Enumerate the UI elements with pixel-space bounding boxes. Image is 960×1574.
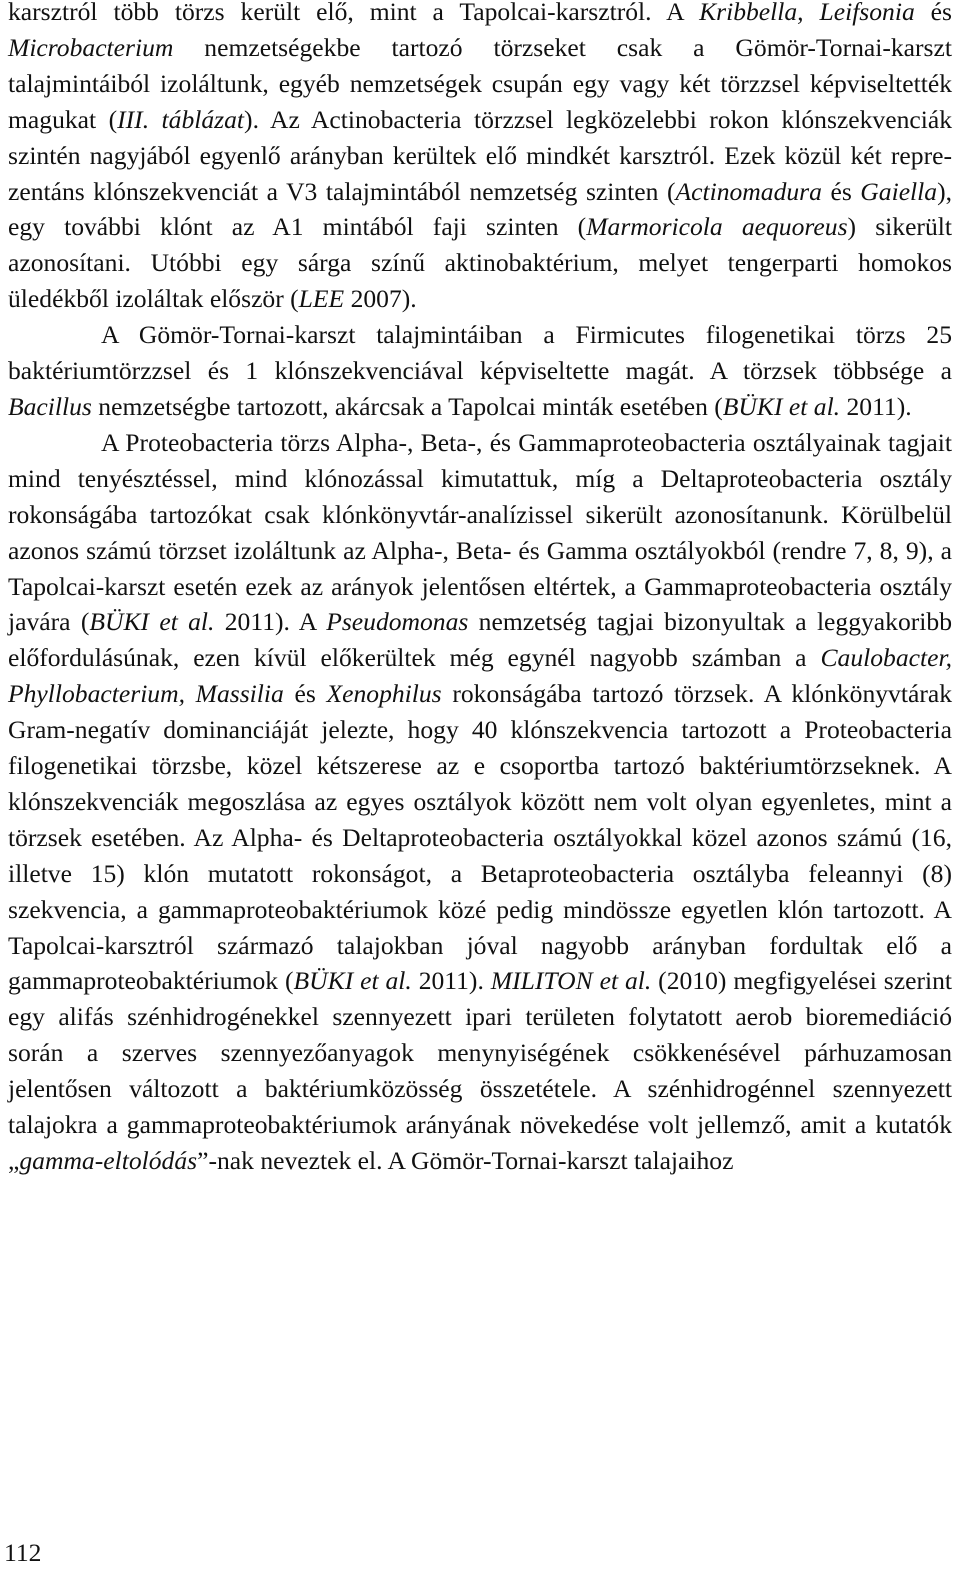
- italic-run: BÜKI et al.: [722, 391, 841, 421]
- italic-run: Pseudomonas: [326, 607, 469, 637]
- body-paragraph-2: [8, 317, 952, 425]
- text-run: 2007).: [344, 284, 417, 314]
- text-run: karsztról több törzs került elő, mint a Tapolcai-karsztról. A: [8, 0, 700, 26]
- text-run: nemzetségekbe tartozó törzseket csak a Gömör-Tornai-karszt talajmintáiból izoláltunk, egyéb nemzetségek csupán egy vagy két törzzsel képviseltették magukat (: [8, 32, 952, 134]
- text-run: 2011).: [411, 966, 491, 996]
- text-run: ) sikerült azonosítani. Utóbbi egy sárga színű aktinobaktérium, melyet tengerparti homokos üledékből izoláltak először (: [8, 212, 952, 314]
- body-paragraph-3: [8, 425, 952, 1179]
- text-run: 2011).: [840, 391, 912, 421]
- italic-run: BÜKI et al.: [89, 607, 215, 637]
- italic-run: Kribbella, Leifsonia: [699, 0, 915, 26]
- text-run: és: [821, 176, 861, 206]
- italic-run: Gaiella: [860, 176, 938, 206]
- italic-run: gamma-eltolódás: [19, 1146, 198, 1175]
- text-run: rokonságába tartozó törzsek. A klónkönyvtárak Gram-negatív dominanciáját jelezte, hogy 40 klónszekvencia tartozott a Proteobacteria filogenetikai törzsbe, közel kétszerese az e csoportba tartozó baktériumtörzseknek. A klónszekvenciák megoszlása az egyes osztályok között nem volt olyan egyenletes, mint a törzsek esetében. Az Alpha- és Deltaproteobacteria osztályokkal közel azonos számú (16, illetve 15) klón mutatott rokonságot, a Betaproteobacteria osztályba feleannyi (8) szekvencia, a gammaproteobaktériumok közé pedig mindössze egyetlen klón tartozott. A Tapolcai-karsztról származó talajokban jóval nagyobb arányban fordultak elő a gammaproteobaktériumok (: [8, 679, 952, 996]
- body-paragraph-1: [8, 0, 952, 317]
- italic-run: Marmoricola aequoreus: [586, 212, 848, 242]
- document-page: [8, 0, 952, 1179]
- italic-run: Caulobacter, Phyllobacterium, Massilia: [8, 643, 952, 709]
- text-run: ), egy további klónt az A1 mintából faji szinten (: [8, 176, 952, 242]
- text-run: A Gömör-Tornai-karszt talajmintáiban a Firmicutes filogenetikai törzs 25 baktériumtörzzsel és 1 klónszekvenciával képviseltette magát. A törzsek többsége a: [8, 320, 952, 386]
- italic-run: Xenophilus: [326, 679, 442, 709]
- page-number: 112: [4, 1538, 42, 1567]
- italic-run: Bacillus: [8, 391, 92, 421]
- text-run: ”-nak neveztek el. A Gömör-Tornai-karszt talajaihoz: [197, 1146, 734, 1175]
- italic-run: MILITON et al.: [490, 966, 652, 996]
- text-run: 2011). A: [214, 607, 327, 637]
- text-run: A Proteobacteria törzs Alpha-, Beta-, és Gammaproteobacteria osztályainak tagjait mind tenyésztéssel, mind klónozással kimutattuk, míg a Deltaproteobacteria osztály rokonságába tartozókat csak klónkönyvtár-analízissel sikerült azonosítanunk. Körülbelül azonos számú törzset izoláltunk az Alpha-, Beta- és Gamma osztályokból (rendre 7, 8, 9), a Tapolcai-karszt esetén ezek az arányok jelentősen eltértek, a Gammaproteobacteria osztály javára (: [8, 427, 952, 637]
- italic-run: Actinomadura: [675, 176, 822, 206]
- text-run: ). Az Actinobacteria törzzsel legközelebbi rokon klónszekvenciák szintén nagyjából egyenlő arányban kerültek elő mindkét karsztról. Ezek közül két reprezentáns klónszekvenciát a V3 talajmintából nemzetség szinten (: [8, 104, 952, 206]
- italic-run: III. táblázat: [117, 104, 245, 134]
- text-run: és: [914, 0, 952, 26]
- italic-run: Microbacterium: [8, 32, 174, 62]
- text-run: (2010) megfigyelései szerint egy alifás szénhidrogénekkel szennyezett ipari területen folytatott aerob bioremediáció során a szerves szennyezőanyagok menynyiségének csökkenésével párhuzamosan jelentősen változott a baktériumközösség összetétele. A szénhidrogénnel szennyezett talajokra a gammaproteobaktériumok arányának növekedése volt jellemző, amit a kutatók „: [8, 966, 952, 1175]
- text-run: és: [283, 679, 327, 709]
- italic-run: LEE: [298, 284, 345, 314]
- text-run: nemzetség tagjai bizonyultak a leggyakoribb előfordulásúnak, ezen kívül előkerültek még egynél nagyobb számban a: [8, 607, 952, 673]
- text-run: nemzetségbe tartozott, akárcsak a Tapolcai minták esetében (: [91, 391, 723, 421]
- italic-run: BÜKI et al.: [293, 966, 412, 996]
